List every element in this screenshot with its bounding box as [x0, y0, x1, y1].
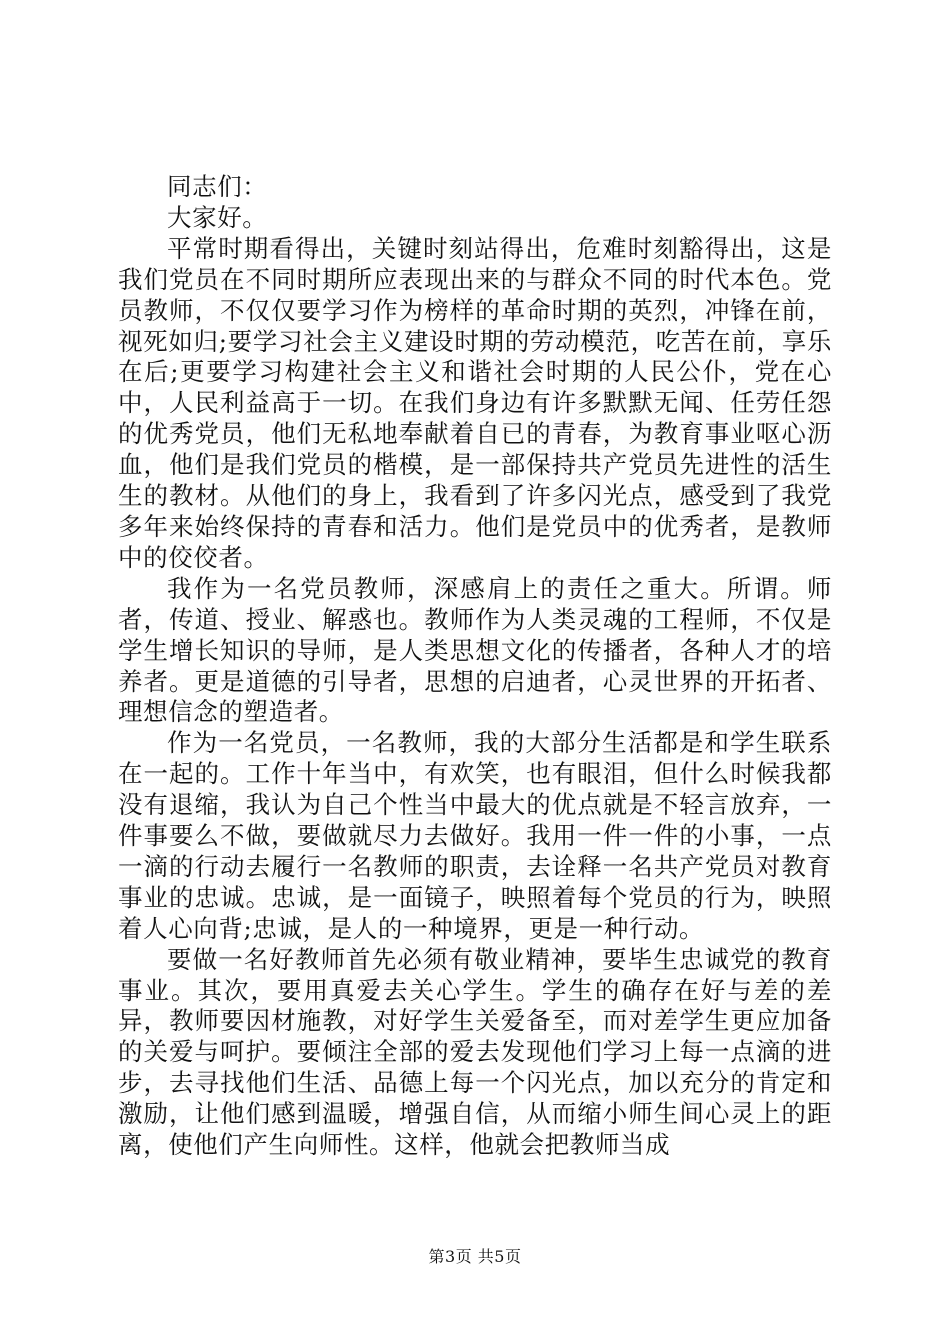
paragraph-1: 平常时期看得出，关键时刻站得出，危难时刻豁得出，这是我们党员在不同时期所应表现出来的与群众不同的时代本色。党员教师，不仅仅要学习作为榜样的革命时期的英烈，冲锋在前，视死如归;要学习社会主义建设时期的劳动模范，吃苦在前，享乐在后;更要学习构建社会主义和谐社会时期的人民公仆，党在心中，人民利益高于一切。在我们身边有许多默默无闻、任劳任怨的优秀党员，他们无私地奉献着自已的青春，为教育事业呕心沥血，他们是我们党员的楷模，是一部保持共产党员先进性的活生生的教材。从他们的身上，我看到了许多闪光点，感受到了我党多年来始终保持的青春和活力。他们是党员中的优秀者，是教师中的佼佼者。: [118, 233, 832, 572]
greeting: 大家好。: [167, 202, 268, 232]
salutation: 同志们：: [167, 172, 268, 201]
paragraph-4: 要做一名好教师首先必须有敬业精神，要毕生忠诚党的教育事业。其次，要用真爱去关心学生。学生的确存在好与差的差异，教师要因材施教，对好学生关爱备至，而对差学生更应加备的关爱与呵护。要倾注全部的爱去发现他们学习上每一点滴的进步，去寻找他们生活、品德上每一个闪光点，加以充分的肯定和激励，让他们感到温暖，增强自信，从而缩小师生间心灵上的距离，使他们产生向师性。这样，他就会把教师当成: [118, 944, 832, 1160]
paragraph-2: 我作为一名党员教师，深感肩上的责任之重大。所谓。师者，传道、授业、解惑也。教师作为人类灵魂的工程师，不仅是学生增长知识的导师，是人类思想文化的传播者，各种人才的培养者。更是道德的引导者，思想的启迪者，心灵世界的开拓者、理想信念的塑造者。: [118, 573, 832, 727]
page-number-footer: 第3页 共5页: [428, 1247, 522, 1266]
paragraph-3: 作为一名党员，一名教师，我的大部分生活都是和学生联系在一起的。工作十年当中，有欢笑，也有眼泪，但什么时候我都没有退缩，我认为自己个性当中最大的优点就是不轻言放弃，一件事要么不做，要做就尽力去做好。我用一件一件的小事，一点一滴的行动去履行一名教师的职责，去诠释一名共产党员对教育事业的忠诚。忠诚，是一面镜子，映照着每个党员的行为，映照着人心向背;忠诚，是人的一种境界，更是一种行动。: [118, 728, 832, 943]
document-body: [118, 172, 832, 1161]
